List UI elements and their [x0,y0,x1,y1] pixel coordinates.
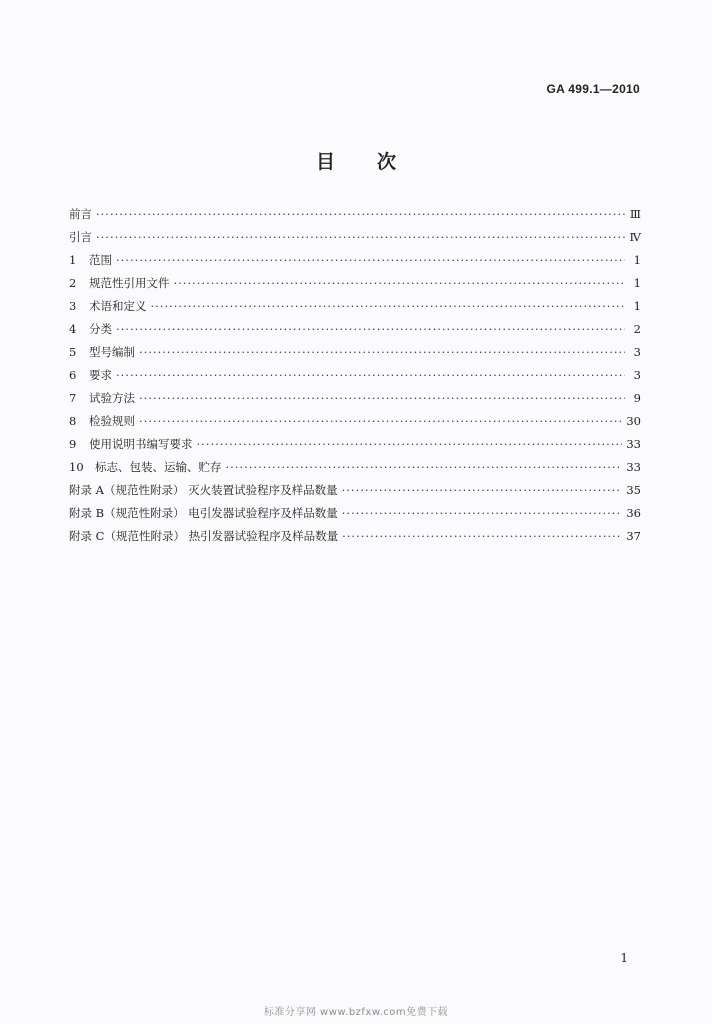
toc-entry-number: 5 [69,345,77,359]
table-of-contents [69,203,641,548]
toc-entry-inspection-rules[interactable] [69,410,641,433]
toc-entry-number: 7 [69,391,77,405]
toc-entry-number: 8 [69,414,77,428]
toc-entry-instructions[interactable] [69,433,641,456]
toc-entry-label: 试验方法 [89,391,135,405]
download-watermark: 标准分享网 www.bzfxw.com免费下载 [263,1007,449,1018]
toc-entry-annex-c[interactable] [69,525,641,548]
toc-entry-page: 1 [633,276,641,290]
toc-entry-terms-definitions[interactable] [69,295,641,318]
toc-entry-page: 35 [626,483,641,497]
toc-entry-page: 33 [626,437,641,451]
toc-entry-requirements[interactable] [69,364,641,387]
toc-leader-dots [197,433,623,456]
toc-entry-model-designation[interactable] [69,341,641,364]
toc-entry-page: 37 [626,529,641,543]
toc-leader-dots [174,272,626,295]
toc-entry-number: 3 [69,299,77,313]
toc-entry-number: 4 [69,322,77,336]
toc-leader-dots [342,525,622,548]
toc-entry-page: 33 [626,460,641,474]
toc-leader-dots [96,203,625,226]
toc-entry-number: 9 [69,437,77,451]
standard-number: GA 499.1—2010 [546,82,640,96]
toc-entry-label: 型号编制 [89,345,135,359]
toc-entry-normative-references[interactable] [69,272,641,295]
toc-leader-dots [96,226,625,249]
toc-entry-number: 6 [69,368,77,382]
toc-entry-annex-b[interactable] [69,502,641,525]
toc-entry-page: 9 [633,391,641,405]
toc-entry-label: 附录 B（规范性附录） 电引发器试验程序及样品数量 [69,506,338,520]
toc-leader-dots [342,502,623,525]
toc-entry-page: 36 [626,506,641,520]
toc-entry-label: 规范性引用文件 [89,276,170,290]
toc-leader-dots [226,456,623,479]
toc-leader-dots [139,387,625,410]
toc-leader-dots [342,479,623,502]
toc-entry-foreword[interactable] [69,203,641,226]
toc-entry-label: 范围 [89,253,112,267]
toc-entry-label: 前言 [69,207,92,221]
toc-title: 目次 [315,151,438,173]
toc-entry-annex-a[interactable] [69,479,641,502]
toc-leader-dots [139,341,625,364]
toc-entry-page: Ⅲ [629,207,641,221]
toc-entry-page: 30 [626,414,641,428]
toc-entry-number: 10 [69,460,84,474]
toc-entry-introduction[interactable] [69,226,641,249]
toc-entry-label: 使用说明书编写要求 [89,437,193,451]
toc-entry-page: 3 [633,368,641,382]
toc-entry-label: 分类 [89,322,112,336]
toc-entry-page: 3 [633,345,641,359]
toc-entry-classification[interactable] [69,318,641,341]
toc-entry-label: 术语和定义 [89,299,147,313]
toc-leader-dots [116,318,625,341]
toc-leader-dots [139,410,622,433]
toc-entry-label: 引言 [69,230,92,244]
toc-entry-label: 要求 [89,368,112,382]
toc-entry-label: 附录 C（规范性附录） 热引发器试验程序及样品数量 [69,529,339,543]
toc-entry-number: 2 [69,276,77,290]
page-number: 1 [620,951,628,965]
toc-entry-number: 1 [69,253,77,267]
toc-entry-page: Ⅳ [629,230,641,244]
toc-entry-label: 附录 A（规范性附录） 灭火装置试验程序及样品数量 [69,483,338,497]
toc-entry-page: 2 [633,322,641,336]
toc-entry-label: 标志、包装、运输、贮存 [95,460,222,474]
toc-entry-label: 检验规则 [89,414,135,428]
toc-entry-scope[interactable] [69,249,641,272]
toc-entry-page: 1 [633,299,641,313]
toc-leader-dots [116,249,625,272]
toc-leader-dots [116,364,625,387]
toc-entry-marking-packaging[interactable] [69,456,641,479]
toc-leader-dots [151,295,626,318]
toc-entry-test-methods[interactable] [69,387,641,410]
toc-entry-page: 1 [633,253,641,267]
